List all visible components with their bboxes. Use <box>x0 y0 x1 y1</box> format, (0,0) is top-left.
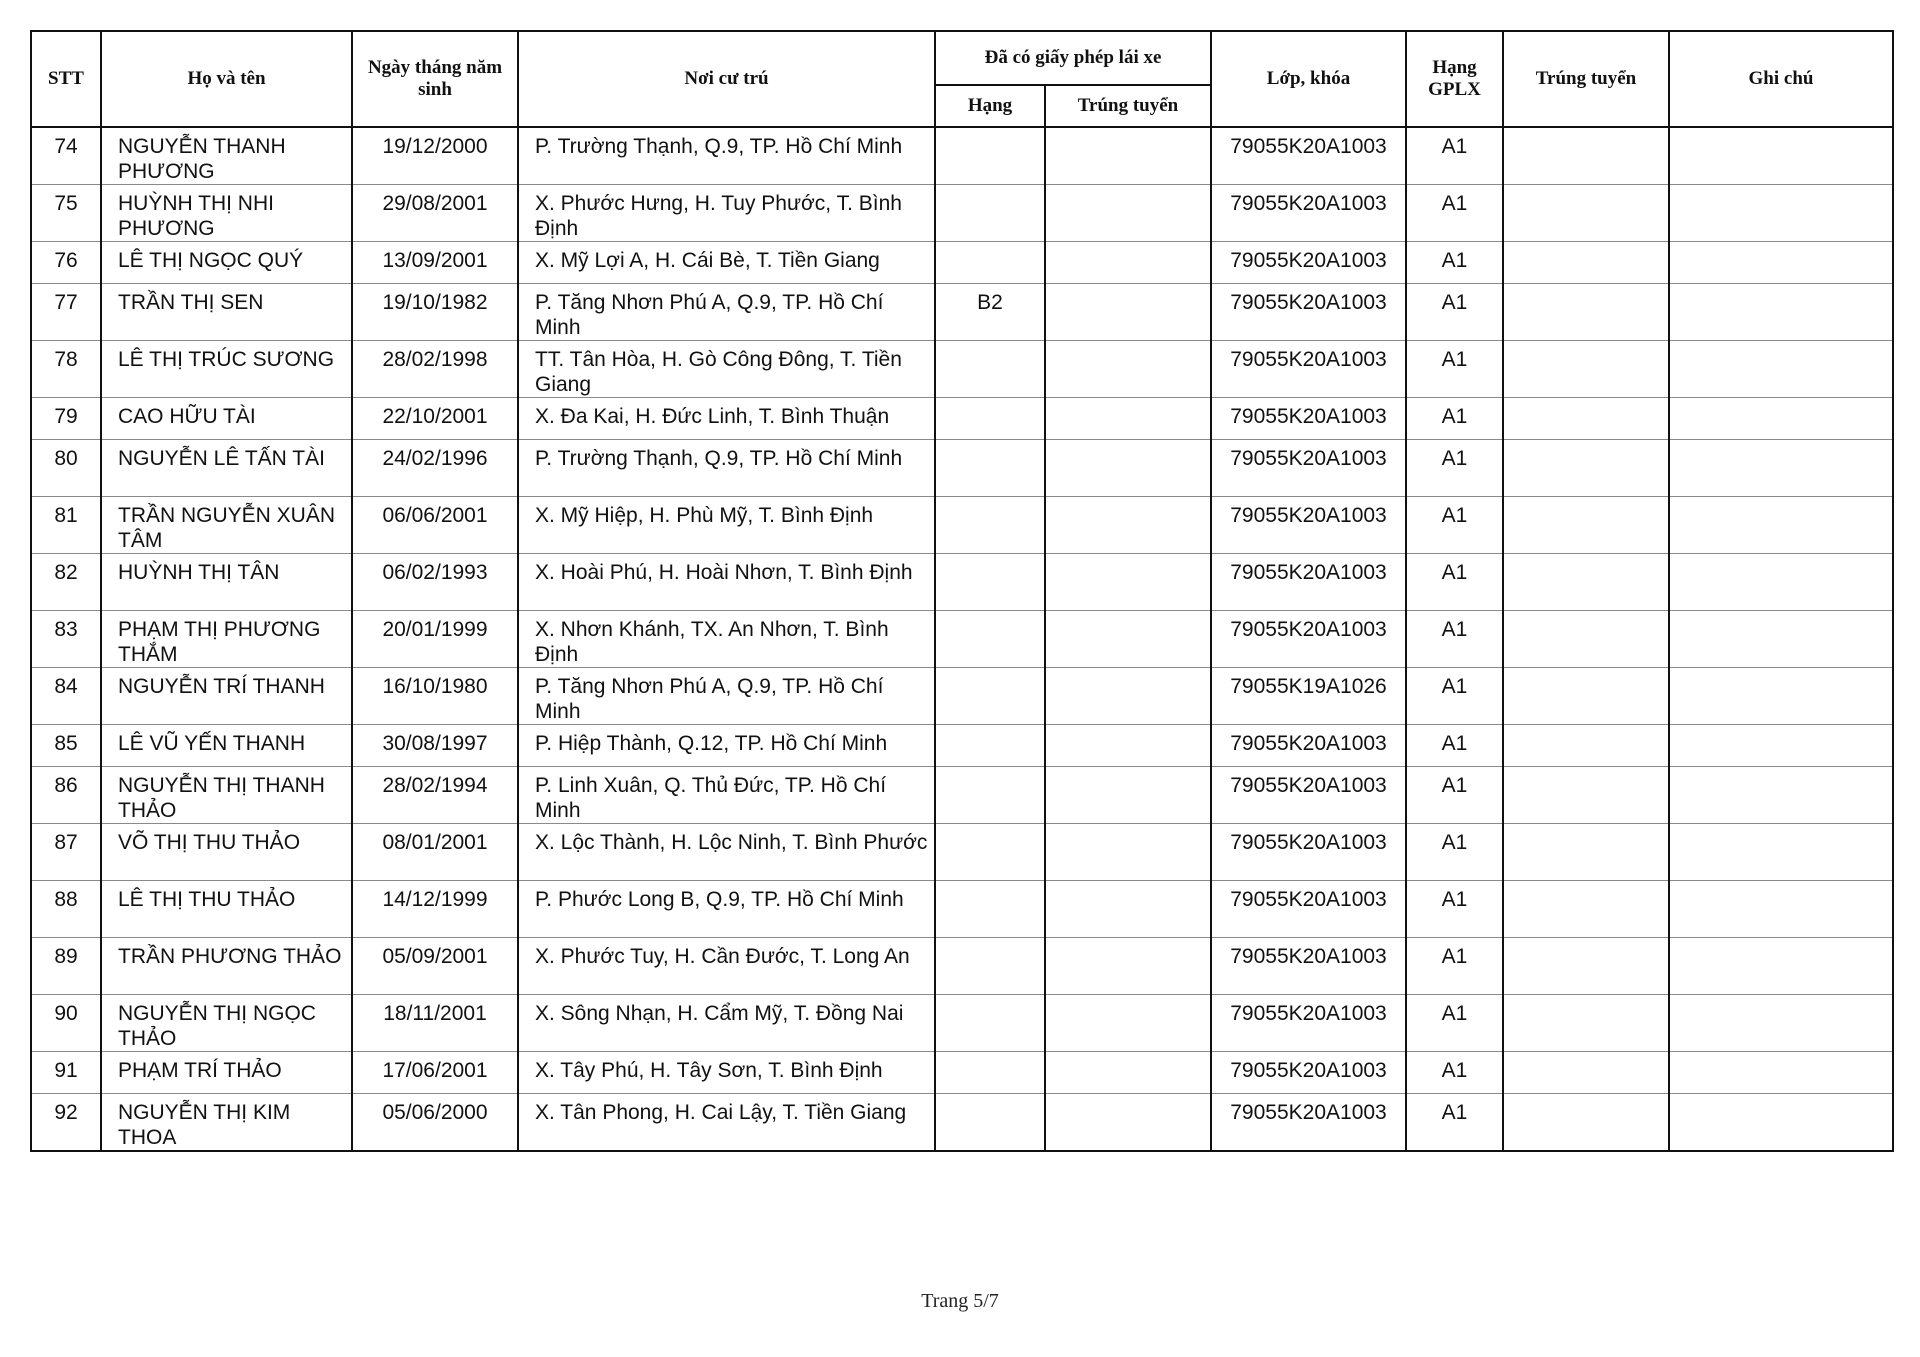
cell-passed <box>1503 284 1669 341</box>
table-row <box>31 554 1893 611</box>
cell-passed <box>1503 185 1669 242</box>
cell-name: PHẠM THỊ PHƯƠNG THẮM <box>101 611 352 668</box>
cell-passed <box>1503 1052 1669 1094</box>
cell-name: LÊ THỊ THU THẢO <box>101 881 352 938</box>
cell-name: LÊ THỊ NGỌC QUÝ <box>101 242 352 284</box>
cell-license-class: B2 <box>935 284 1045 341</box>
cell-gplx-class: A1 <box>1406 497 1503 554</box>
cell-passed <box>1503 767 1669 824</box>
cell-address: X. Sông Nhạn, H. Cẩm Mỹ, T. Đồng Nai <box>518 995 935 1052</box>
cell-passed <box>1503 995 1669 1052</box>
cell-license-class <box>935 881 1045 938</box>
cell-dob: 30/08/1997 <box>352 725 518 767</box>
cell-note <box>1669 995 1893 1052</box>
cell-gplx-class: A1 <box>1406 881 1503 938</box>
cell-dob: 14/12/1999 <box>352 881 518 938</box>
table-row <box>31 824 1893 881</box>
cell-license-passed <box>1045 824 1211 881</box>
cell-note <box>1669 440 1893 497</box>
cell-class-course: 79055K20A1003 <box>1211 611 1406 668</box>
header-note: Ghi chú <box>1669 31 1893 127</box>
cell-note <box>1669 611 1893 668</box>
cell-stt: 79 <box>31 398 101 440</box>
table-header <box>31 31 1893 127</box>
cell-stt: 92 <box>31 1094 101 1152</box>
candidate-table <box>30 30 1894 1152</box>
cell-dob: 29/08/2001 <box>352 185 518 242</box>
cell-stt: 78 <box>31 341 101 398</box>
cell-passed <box>1503 824 1669 881</box>
cell-address: TT. Tân Hòa, H. Gò Công Đông, T. Tiền Giang <box>518 341 935 398</box>
cell-address: P. Tăng Nhơn Phú A, Q.9, TP. Hồ Chí Minh <box>518 284 935 341</box>
cell-name: PHẠM TRÍ THẢO <box>101 1052 352 1094</box>
cell-stt: 89 <box>31 938 101 995</box>
cell-dob: 05/06/2000 <box>352 1094 518 1152</box>
cell-class-course: 79055K20A1003 <box>1211 398 1406 440</box>
cell-class-course: 79055K20A1003 <box>1211 185 1406 242</box>
cell-class-course: 79055K20A1003 <box>1211 824 1406 881</box>
cell-address: X. Mỹ Hiệp, H. Phù Mỹ, T. Bình Định <box>518 497 935 554</box>
cell-license-class <box>935 185 1045 242</box>
cell-license-passed <box>1045 127 1211 185</box>
cell-stt: 77 <box>31 284 101 341</box>
cell-gplx-class: A1 <box>1406 398 1503 440</box>
table-row <box>31 440 1893 497</box>
cell-address: P. Hiệp Thành, Q.12, TP. Hồ Chí Minh <box>518 725 935 767</box>
cell-license-passed <box>1045 185 1211 242</box>
cell-name: NGUYỄN TRÍ THANH <box>101 668 352 725</box>
cell-license-passed <box>1045 341 1211 398</box>
cell-name: VÕ THỊ THU THẢO <box>101 824 352 881</box>
cell-address: X. Lộc Thành, H. Lộc Ninh, T. Bình Phước <box>518 824 935 881</box>
table-body <box>31 127 1893 1151</box>
header-license-group: Đã có giấy phép lái xe <box>935 31 1211 85</box>
cell-license-passed <box>1045 881 1211 938</box>
cell-address: P. Tăng Nhơn Phú A, Q.9, TP. Hồ Chí Minh <box>518 668 935 725</box>
cell-license-passed <box>1045 497 1211 554</box>
cell-note <box>1669 1094 1893 1152</box>
cell-dob: 28/02/1994 <box>352 767 518 824</box>
cell-name: NGUYỄN THỊ KIM THOA <box>101 1094 352 1152</box>
cell-gplx-class: A1 <box>1406 1094 1503 1152</box>
cell-name: LÊ THỊ TRÚC SƯƠNG <box>101 341 352 398</box>
cell-stt: 86 <box>31 767 101 824</box>
cell-passed <box>1503 668 1669 725</box>
header-dob: Ngày tháng năm sinh <box>352 31 518 127</box>
cell-license-class <box>935 668 1045 725</box>
cell-address: X. Đa Kai, H. Đức Linh, T. Bình Thuận <box>518 398 935 440</box>
cell-license-passed <box>1045 398 1211 440</box>
cell-gplx-class: A1 <box>1406 284 1503 341</box>
cell-class-course: 79055K20A1003 <box>1211 1052 1406 1094</box>
cell-note <box>1669 185 1893 242</box>
cell-passed <box>1503 242 1669 284</box>
cell-passed <box>1503 127 1669 185</box>
cell-class-course: 79055K20A1003 <box>1211 995 1406 1052</box>
table-row <box>31 341 1893 398</box>
header-license-passed: Trúng tuyển <box>1045 85 1211 127</box>
table-row <box>31 725 1893 767</box>
cell-stt: 91 <box>31 1052 101 1094</box>
cell-license-passed <box>1045 1052 1211 1094</box>
cell-dob: 16/10/1980 <box>352 668 518 725</box>
cell-note <box>1669 824 1893 881</box>
cell-dob: 18/11/2001 <box>352 995 518 1052</box>
cell-dob: 28/02/1998 <box>352 341 518 398</box>
cell-address: P. Trường Thạnh, Q.9, TP. Hồ Chí Minh <box>518 127 935 185</box>
table-row <box>31 767 1893 824</box>
cell-passed <box>1503 611 1669 668</box>
cell-class-course: 79055K20A1003 <box>1211 497 1406 554</box>
cell-gplx-class: A1 <box>1406 185 1503 242</box>
header-class-course: Lớp, khóa <box>1211 31 1406 127</box>
cell-name: TRẦN THỊ SEN <box>101 284 352 341</box>
cell-gplx-class: A1 <box>1406 767 1503 824</box>
cell-license-passed <box>1045 995 1211 1052</box>
cell-stt: 90 <box>31 995 101 1052</box>
cell-passed <box>1503 938 1669 995</box>
cell-dob: 22/10/2001 <box>352 398 518 440</box>
cell-license-passed <box>1045 284 1211 341</box>
cell-note <box>1669 1052 1893 1094</box>
cell-class-course: 79055K20A1003 <box>1211 938 1406 995</box>
cell-class-course: 79055K20A1003 <box>1211 881 1406 938</box>
cell-name: NGUYỄN THỊ NGỌC THẢO <box>101 995 352 1052</box>
cell-note <box>1669 554 1893 611</box>
cell-passed <box>1503 725 1669 767</box>
cell-dob: 06/06/2001 <box>352 497 518 554</box>
cell-name: CAO HỮU TÀI <box>101 398 352 440</box>
cell-passed <box>1503 1094 1669 1152</box>
cell-stt: 81 <box>31 497 101 554</box>
header-stt: STT <box>31 31 101 127</box>
cell-stt: 88 <box>31 881 101 938</box>
cell-license-class <box>935 824 1045 881</box>
table-row <box>31 938 1893 995</box>
cell-name: TRẦN NGUYỄN XUÂN TÂM <box>101 497 352 554</box>
cell-gplx-class: A1 <box>1406 554 1503 611</box>
cell-license-class <box>935 398 1045 440</box>
cell-stt: 83 <box>31 611 101 668</box>
cell-dob: 20/01/1999 <box>352 611 518 668</box>
cell-gplx-class: A1 <box>1406 341 1503 398</box>
cell-license-passed <box>1045 1094 1211 1152</box>
cell-note <box>1669 127 1893 185</box>
cell-license-class <box>935 611 1045 668</box>
cell-dob: 19/12/2000 <box>352 127 518 185</box>
table-row <box>31 1094 1893 1152</box>
cell-address: X. Hoài Phú, H. Hoài Nhơn, T. Bình Định <box>518 554 935 611</box>
cell-gplx-class: A1 <box>1406 668 1503 725</box>
cell-class-course: 79055K20A1003 <box>1211 1094 1406 1152</box>
cell-class-course: 79055K20A1003 <box>1211 554 1406 611</box>
cell-license-class <box>935 995 1045 1052</box>
cell-name: LÊ VŨ YẾN THANH <box>101 725 352 767</box>
table-row <box>31 668 1893 725</box>
cell-address: X. Phước Tuy, H. Cần Đước, T. Long An <box>518 938 935 995</box>
cell-passed <box>1503 440 1669 497</box>
cell-name: NGUYỄN LÊ TẤN TÀI <box>101 440 352 497</box>
document-page <box>30 30 1892 1152</box>
cell-address: X. Nhơn Khánh, TX. An Nhơn, T. Bình Định <box>518 611 935 668</box>
cell-note <box>1669 341 1893 398</box>
cell-license-class <box>935 497 1045 554</box>
table-row <box>31 611 1893 668</box>
table-row <box>31 995 1893 1052</box>
header-gplx-class: Hạng GPLX <box>1406 31 1503 127</box>
cell-license-class <box>935 554 1045 611</box>
cell-class-course: 79055K20A1003 <box>1211 127 1406 185</box>
cell-class-course: 79055K20A1003 <box>1211 440 1406 497</box>
cell-note <box>1669 938 1893 995</box>
cell-license-class <box>935 1094 1045 1152</box>
cell-gplx-class: A1 <box>1406 440 1503 497</box>
cell-dob: 24/02/1996 <box>352 440 518 497</box>
header-name: Họ và tên <box>101 31 352 127</box>
cell-note <box>1669 725 1893 767</box>
cell-license-passed <box>1045 725 1211 767</box>
cell-license-passed <box>1045 668 1211 725</box>
cell-license-class <box>935 767 1045 824</box>
header-passed: Trúng tuyển <box>1503 31 1669 127</box>
cell-address: X. Tây Phú, H. Tây Sơn, T. Bình Định <box>518 1052 935 1094</box>
cell-license-class <box>935 127 1045 185</box>
cell-gplx-class: A1 <box>1406 1052 1503 1094</box>
cell-stt: 76 <box>31 242 101 284</box>
cell-note <box>1669 242 1893 284</box>
cell-stt: 82 <box>31 554 101 611</box>
cell-dob: 13/09/2001 <box>352 242 518 284</box>
cell-license-passed <box>1045 242 1211 284</box>
cell-license-class <box>935 725 1045 767</box>
cell-license-passed <box>1045 611 1211 668</box>
cell-gplx-class: A1 <box>1406 242 1503 284</box>
table-row <box>31 881 1893 938</box>
table-row <box>31 284 1893 341</box>
cell-license-class <box>935 1052 1045 1094</box>
cell-passed <box>1503 554 1669 611</box>
cell-gplx-class: A1 <box>1406 995 1503 1052</box>
table-row <box>31 242 1893 284</box>
cell-name: NGUYỄN THANH PHƯƠNG <box>101 127 352 185</box>
cell-address: X. Mỹ Lợi A, H. Cái Bè, T. Tiền Giang <box>518 242 935 284</box>
table-row <box>31 1052 1893 1094</box>
cell-note <box>1669 497 1893 554</box>
cell-dob: 05/09/2001 <box>352 938 518 995</box>
cell-license-class <box>935 938 1045 995</box>
cell-gplx-class: A1 <box>1406 127 1503 185</box>
cell-name: NGUYỄN THỊ THANH THẢO <box>101 767 352 824</box>
cell-dob: 19/10/1982 <box>352 284 518 341</box>
cell-class-course: 79055K19A1026 <box>1211 668 1406 725</box>
cell-class-course: 79055K20A1003 <box>1211 284 1406 341</box>
cell-license-passed <box>1045 440 1211 497</box>
cell-license-passed <box>1045 554 1211 611</box>
cell-dob: 06/02/1993 <box>352 554 518 611</box>
header-license-class: Hạng <box>935 85 1045 127</box>
cell-class-course: 79055K20A1003 <box>1211 242 1406 284</box>
cell-passed <box>1503 398 1669 440</box>
header-address: Nơi cư trú <box>518 31 935 127</box>
cell-stt: 84 <box>31 668 101 725</box>
cell-license-class <box>935 341 1045 398</box>
cell-address: P. Linh Xuân, Q. Thủ Đức, TP. Hồ Chí Minh <box>518 767 935 824</box>
cell-stt: 80 <box>31 440 101 497</box>
table-row <box>31 127 1893 185</box>
cell-class-course: 79055K20A1003 <box>1211 341 1406 398</box>
page-number: Trang 5/7 <box>921 1290 999 1312</box>
cell-note <box>1669 668 1893 725</box>
cell-license-passed <box>1045 767 1211 824</box>
cell-address: P. Trường Thạnh, Q.9, TP. Hồ Chí Minh <box>518 440 935 497</box>
cell-stt: 85 <box>31 725 101 767</box>
cell-license-class <box>935 440 1045 497</box>
cell-class-course: 79055K20A1003 <box>1211 725 1406 767</box>
cell-note <box>1669 284 1893 341</box>
cell-license-passed <box>1045 938 1211 995</box>
cell-address: X. Phước Hưng, H. Tuy Phước, T. Bình Định <box>518 185 935 242</box>
table-row <box>31 398 1893 440</box>
cell-address: X. Tân Phong, H. Cai Lậy, T. Tiền Giang <box>518 1094 935 1152</box>
cell-address: P. Phước Long B, Q.9, TP. Hồ Chí Minh <box>518 881 935 938</box>
cell-gplx-class: A1 <box>1406 938 1503 995</box>
table-row <box>31 497 1893 554</box>
cell-name: TRẦN PHƯƠNG THẢO <box>101 938 352 995</box>
cell-note <box>1669 881 1893 938</box>
cell-stt: 87 <box>31 824 101 881</box>
cell-license-class <box>935 242 1045 284</box>
cell-name: HUỲNH THỊ NHI PHƯƠNG <box>101 185 352 242</box>
cell-note <box>1669 767 1893 824</box>
cell-passed <box>1503 341 1669 398</box>
cell-passed <box>1503 881 1669 938</box>
cell-dob: 08/01/2001 <box>352 824 518 881</box>
cell-passed <box>1503 497 1669 554</box>
cell-dob: 17/06/2001 <box>352 1052 518 1094</box>
cell-gplx-class: A1 <box>1406 824 1503 881</box>
cell-gplx-class: A1 <box>1406 725 1503 767</box>
cell-name: HUỲNH THỊ TÂN <box>101 554 352 611</box>
cell-note <box>1669 398 1893 440</box>
cell-class-course: 79055K20A1003 <box>1211 767 1406 824</box>
cell-stt: 75 <box>31 185 101 242</box>
cell-stt: 74 <box>31 127 101 185</box>
cell-gplx-class: A1 <box>1406 611 1503 668</box>
table-row <box>31 185 1893 242</box>
